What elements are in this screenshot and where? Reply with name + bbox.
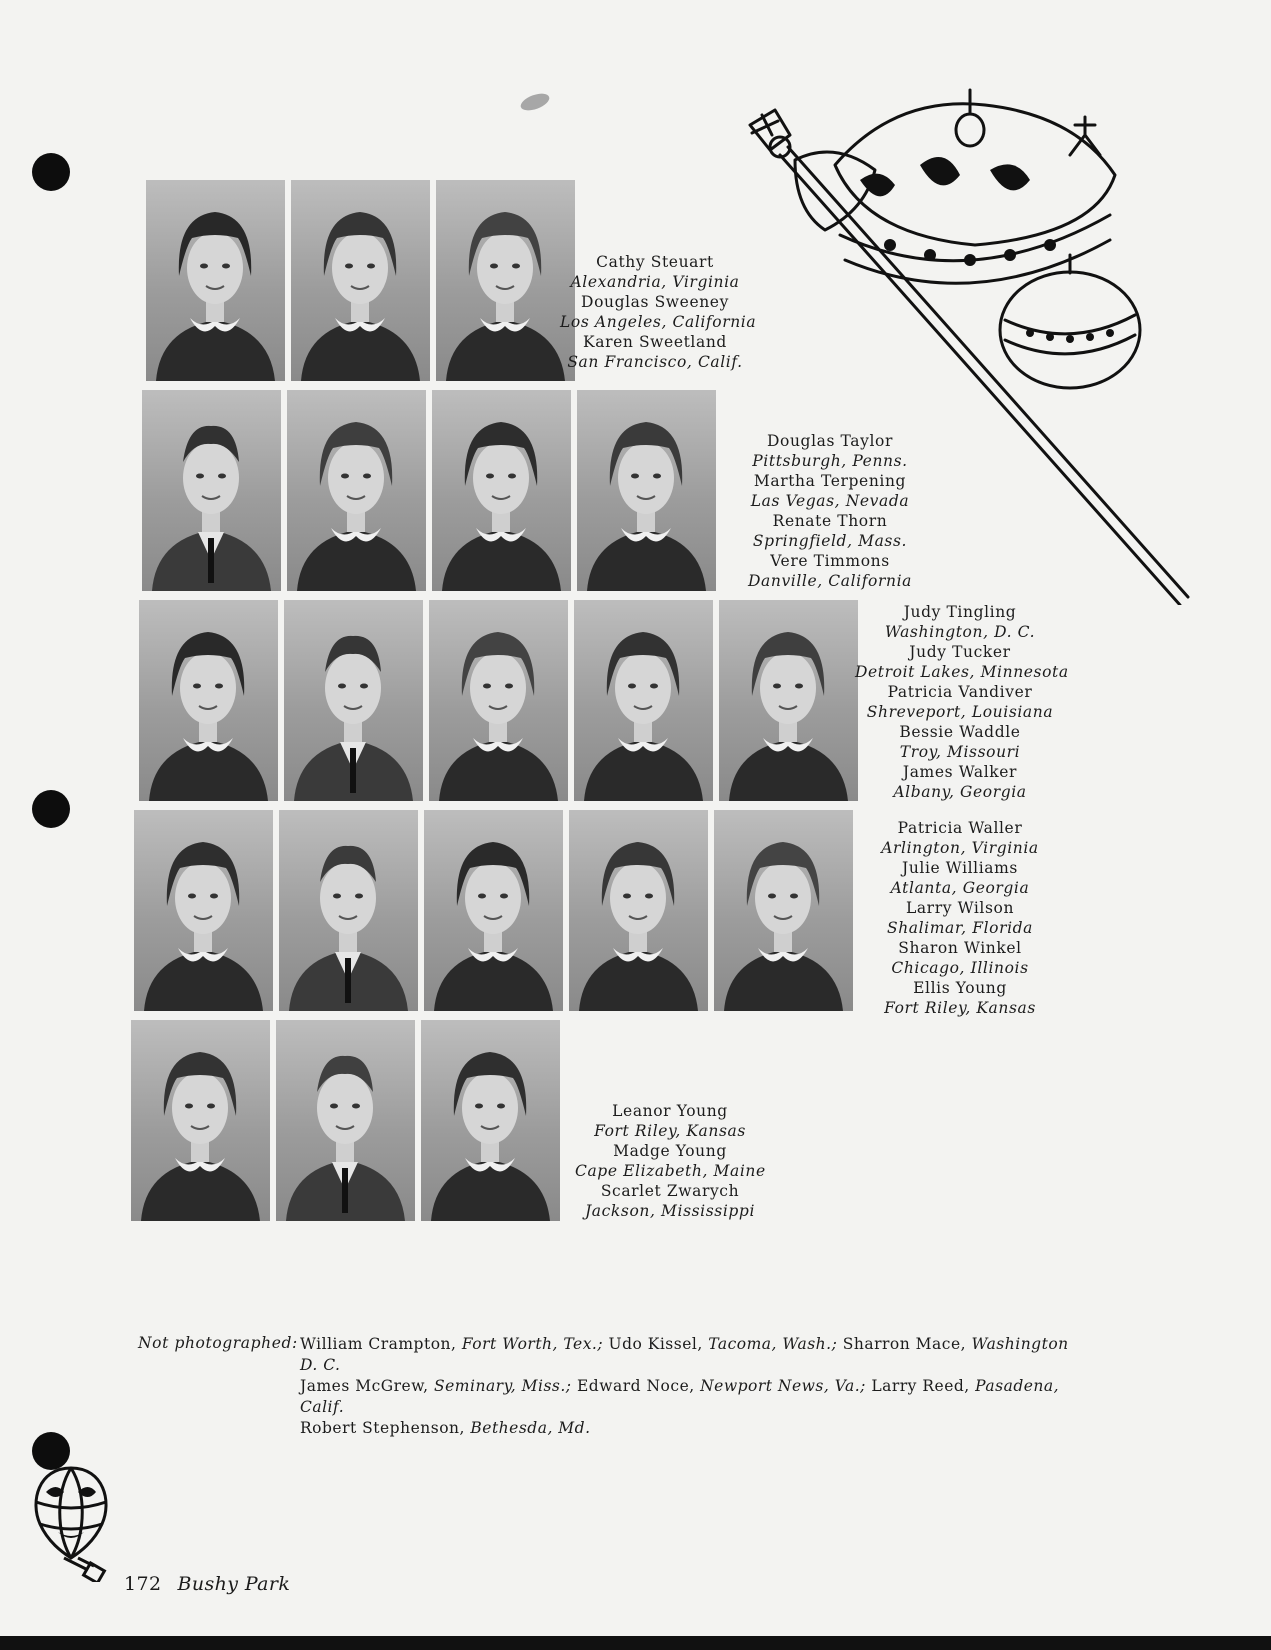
student-name: Vere Timmons xyxy=(770,552,890,570)
absent-student-hometown: Fort Worth, Tex.; xyxy=(461,1335,604,1353)
caption-entry xyxy=(730,472,930,511)
student-portrait xyxy=(569,810,708,1011)
student-hometown: Jackson, Mississippi xyxy=(584,1201,755,1220)
student-name: Cathy Steuart xyxy=(596,253,714,271)
student-portrait xyxy=(131,1020,270,1221)
student-name: Bessie Waddle xyxy=(899,723,1021,741)
caption-entry xyxy=(855,819,1065,858)
student-portrait xyxy=(714,810,853,1011)
absent-student-name: Robert Stephenson, xyxy=(300,1419,471,1437)
student-portrait xyxy=(719,600,858,801)
absent-student-name: Larry Reed, xyxy=(871,1377,976,1395)
absent-student-name: Sharron Mace, xyxy=(842,1335,972,1353)
student-hometown: Las Vegas, Nevada xyxy=(750,491,910,510)
student-portrait xyxy=(139,600,278,801)
absent-student-name: James McGrew, xyxy=(300,1377,435,1395)
absent-student-hometown: Bethesda, Md. xyxy=(470,1419,591,1437)
student-name: Ellis Young xyxy=(913,979,1007,997)
student-hometown: Cape Elizabeth, Maine xyxy=(575,1161,766,1180)
student-portrait xyxy=(577,390,716,591)
student-portrait xyxy=(142,390,281,591)
caption-entry xyxy=(855,603,1065,642)
student-hometown: Arlington, Virginia xyxy=(881,838,1039,857)
hot-air-balloon-icon xyxy=(26,1462,116,1582)
ink-smudge xyxy=(519,90,552,113)
student-name: Judy Tucker xyxy=(909,643,1011,661)
absent-student-name: William Crampton, xyxy=(300,1335,462,1353)
student-hometown: Albany, Georgia xyxy=(893,782,1027,801)
caption-block-row5 xyxy=(575,1102,765,1222)
caption-entry xyxy=(855,763,1065,802)
student-hometown: Washington, D. C. xyxy=(884,622,1036,641)
student-hometown: Troy, Missouri xyxy=(899,742,1021,761)
caption-entry xyxy=(560,253,750,292)
student-name: Patricia Vandiver xyxy=(887,683,1033,701)
absent-student-name: Udo Kissel, xyxy=(608,1335,709,1353)
caption-entry xyxy=(575,1102,765,1141)
student-portrait xyxy=(146,180,285,381)
caption-entry xyxy=(855,859,1065,898)
student-portrait xyxy=(284,600,423,801)
not-photographed-label: Not photographed: xyxy=(138,1334,298,1352)
caption-block-row3 xyxy=(855,603,1069,803)
student-name: Madge Young xyxy=(613,1142,727,1160)
student-hometown: Detroit Lakes, Minnesota xyxy=(855,662,1069,681)
caption-entry xyxy=(575,1182,765,1221)
student-hometown: Los Angeles, California xyxy=(560,312,757,331)
student-name: Patricia Waller xyxy=(897,819,1023,837)
caption-entry xyxy=(855,683,1065,722)
student-name: Larry Wilson xyxy=(905,899,1015,917)
caption-entry xyxy=(855,979,1065,1018)
student-hometown: Danville, California xyxy=(748,571,912,590)
student-hometown: Pittsburgh, Penns. xyxy=(752,451,908,470)
caption-entry xyxy=(730,512,930,551)
student-portrait xyxy=(432,390,571,591)
caption-block-row1 xyxy=(560,253,757,373)
student-name: James Walker xyxy=(902,763,1018,781)
absent-student-hometown: Seminary, Miss.; xyxy=(434,1377,572,1395)
student-name: Judy Tingling xyxy=(903,603,1017,621)
caption-entry xyxy=(855,939,1065,978)
student-hometown: Atlanta, Georgia xyxy=(890,878,1030,897)
student-hometown: Alexandria, Virginia xyxy=(570,272,740,291)
student-hometown: Springfield, Mass. xyxy=(752,531,908,550)
student-name: Leanor Young xyxy=(612,1102,728,1120)
student-portrait xyxy=(436,180,575,381)
absent-student-hometown: Newport News, Va.; xyxy=(700,1377,866,1395)
absent-student-hometown: Pasadena, Calif. xyxy=(300,1377,1060,1416)
caption-entry xyxy=(575,1142,765,1181)
student-portrait xyxy=(424,810,563,1011)
absent-student-hometown: Tacoma, Wash.; xyxy=(708,1335,838,1353)
student-name: Julie Williams xyxy=(902,859,1018,877)
student-hometown: Chicago, Illinois xyxy=(891,958,1029,977)
student-hometown: Fort Riley, Kansas xyxy=(594,1121,746,1140)
caption-entry xyxy=(855,723,1065,762)
student-hometown: Shreveport, Louisiana xyxy=(866,702,1054,721)
student-portrait xyxy=(287,390,426,591)
caption-entry xyxy=(730,552,930,591)
student-name: Sharon Winkel xyxy=(898,939,1022,957)
student-portrait xyxy=(134,810,273,1011)
student-portrait xyxy=(574,600,713,801)
absent-student-hometown: Washington D. C. xyxy=(300,1335,1069,1374)
student-portrait xyxy=(291,180,430,381)
student-name: Martha Terpening xyxy=(753,472,907,490)
scan-border xyxy=(0,1636,1271,1650)
punch-hole-top xyxy=(32,153,70,191)
punch-hole-middle xyxy=(32,790,70,828)
not-photographed-list xyxy=(300,1334,1090,1439)
student-portrait xyxy=(421,1020,560,1221)
student-portrait xyxy=(429,600,568,801)
student-name: Scarlet Zwarych xyxy=(600,1182,740,1200)
caption-entry xyxy=(730,432,930,471)
caption-entry xyxy=(855,643,1069,682)
caption-entry xyxy=(855,899,1065,938)
page-title: Bushy Park xyxy=(177,1573,291,1595)
student-portrait xyxy=(279,810,418,1011)
page-number: 172 xyxy=(124,1573,162,1595)
absent-student-name: Edward Noce, xyxy=(576,1377,701,1395)
student-name: Douglas Taylor xyxy=(767,432,893,450)
student-name: Karen Sweetland xyxy=(583,333,727,351)
page-footer xyxy=(124,1573,290,1595)
caption-block-row4 xyxy=(855,819,1065,1019)
caption-entry xyxy=(560,293,757,332)
student-name: Douglas Sweeney xyxy=(581,293,729,311)
caption-block-row2 xyxy=(730,432,930,592)
student-hometown: San Francisco, Calif. xyxy=(567,352,743,371)
student-portrait xyxy=(276,1020,415,1221)
student-hometown: Shalimar, Florida xyxy=(886,918,1034,937)
student-hometown: Fort Riley, Kansas xyxy=(884,998,1036,1017)
caption-entry xyxy=(560,333,750,372)
student-name: Renate Thorn xyxy=(772,512,888,530)
